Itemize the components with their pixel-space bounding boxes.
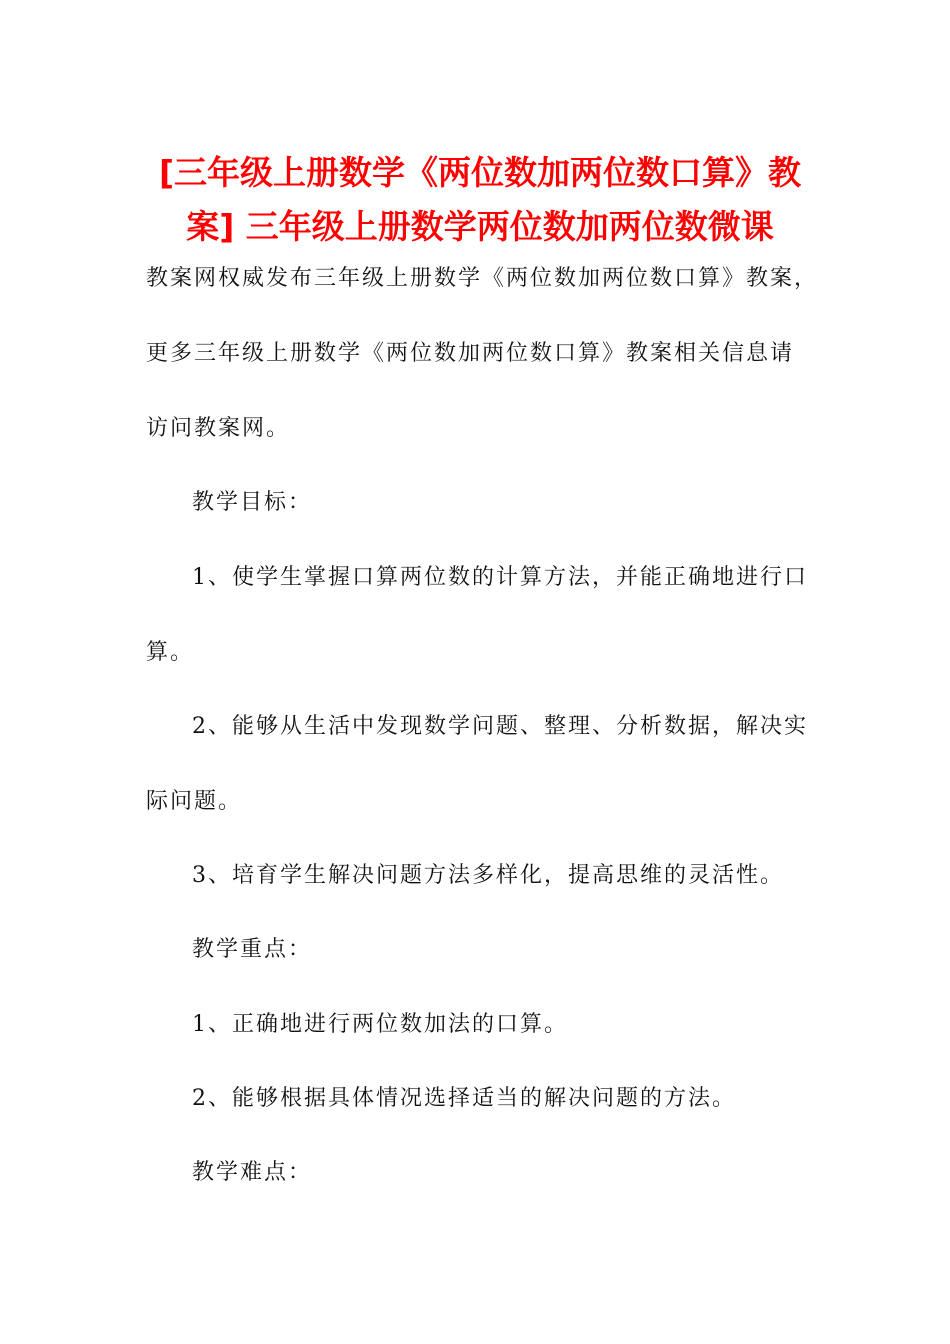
- key-point-1: 1、正确地进行两位数加法的口算。: [192, 1012, 568, 1037]
- section-heading-objectives: 教学目标：: [192, 490, 313, 515]
- intro-line-1: 教案网权威发布三年级上册数学《两位数加两位数口算》教案，: [146, 266, 819, 291]
- intro-line-2: 更多三年级上册数学《两位数加两位数口算》教案相关信息请: [146, 341, 795, 366]
- objective-1-line-1: 1、使学生掌握口算两位数的计算方法，并能正确地进行口: [192, 565, 808, 590]
- objective-2-line-1: 2、能够从生活中发现数学问题、整理、分析数据，解决实: [192, 714, 808, 739]
- key-point-2: 2、能够根据具体情况选择适当的解决问题的方法。: [192, 1086, 736, 1111]
- objective-1-line-2: 算。: [146, 640, 195, 665]
- objective-3: 3、培育学生解决问题方法多样化，提高思维的灵活性。: [192, 863, 784, 888]
- section-heading-key-points: 教学重点：: [192, 937, 313, 962]
- document-title: [三年级上册数学《两位数加两位数口算》教案] 三年级上册数学两位数加两位数微课: [158, 153, 802, 246]
- objective-2-line-2: 际问题。: [146, 789, 243, 814]
- section-heading-difficulties: 教学难点：: [192, 1160, 313, 1185]
- intro-line-3: 访问教案网。: [146, 416, 291, 441]
